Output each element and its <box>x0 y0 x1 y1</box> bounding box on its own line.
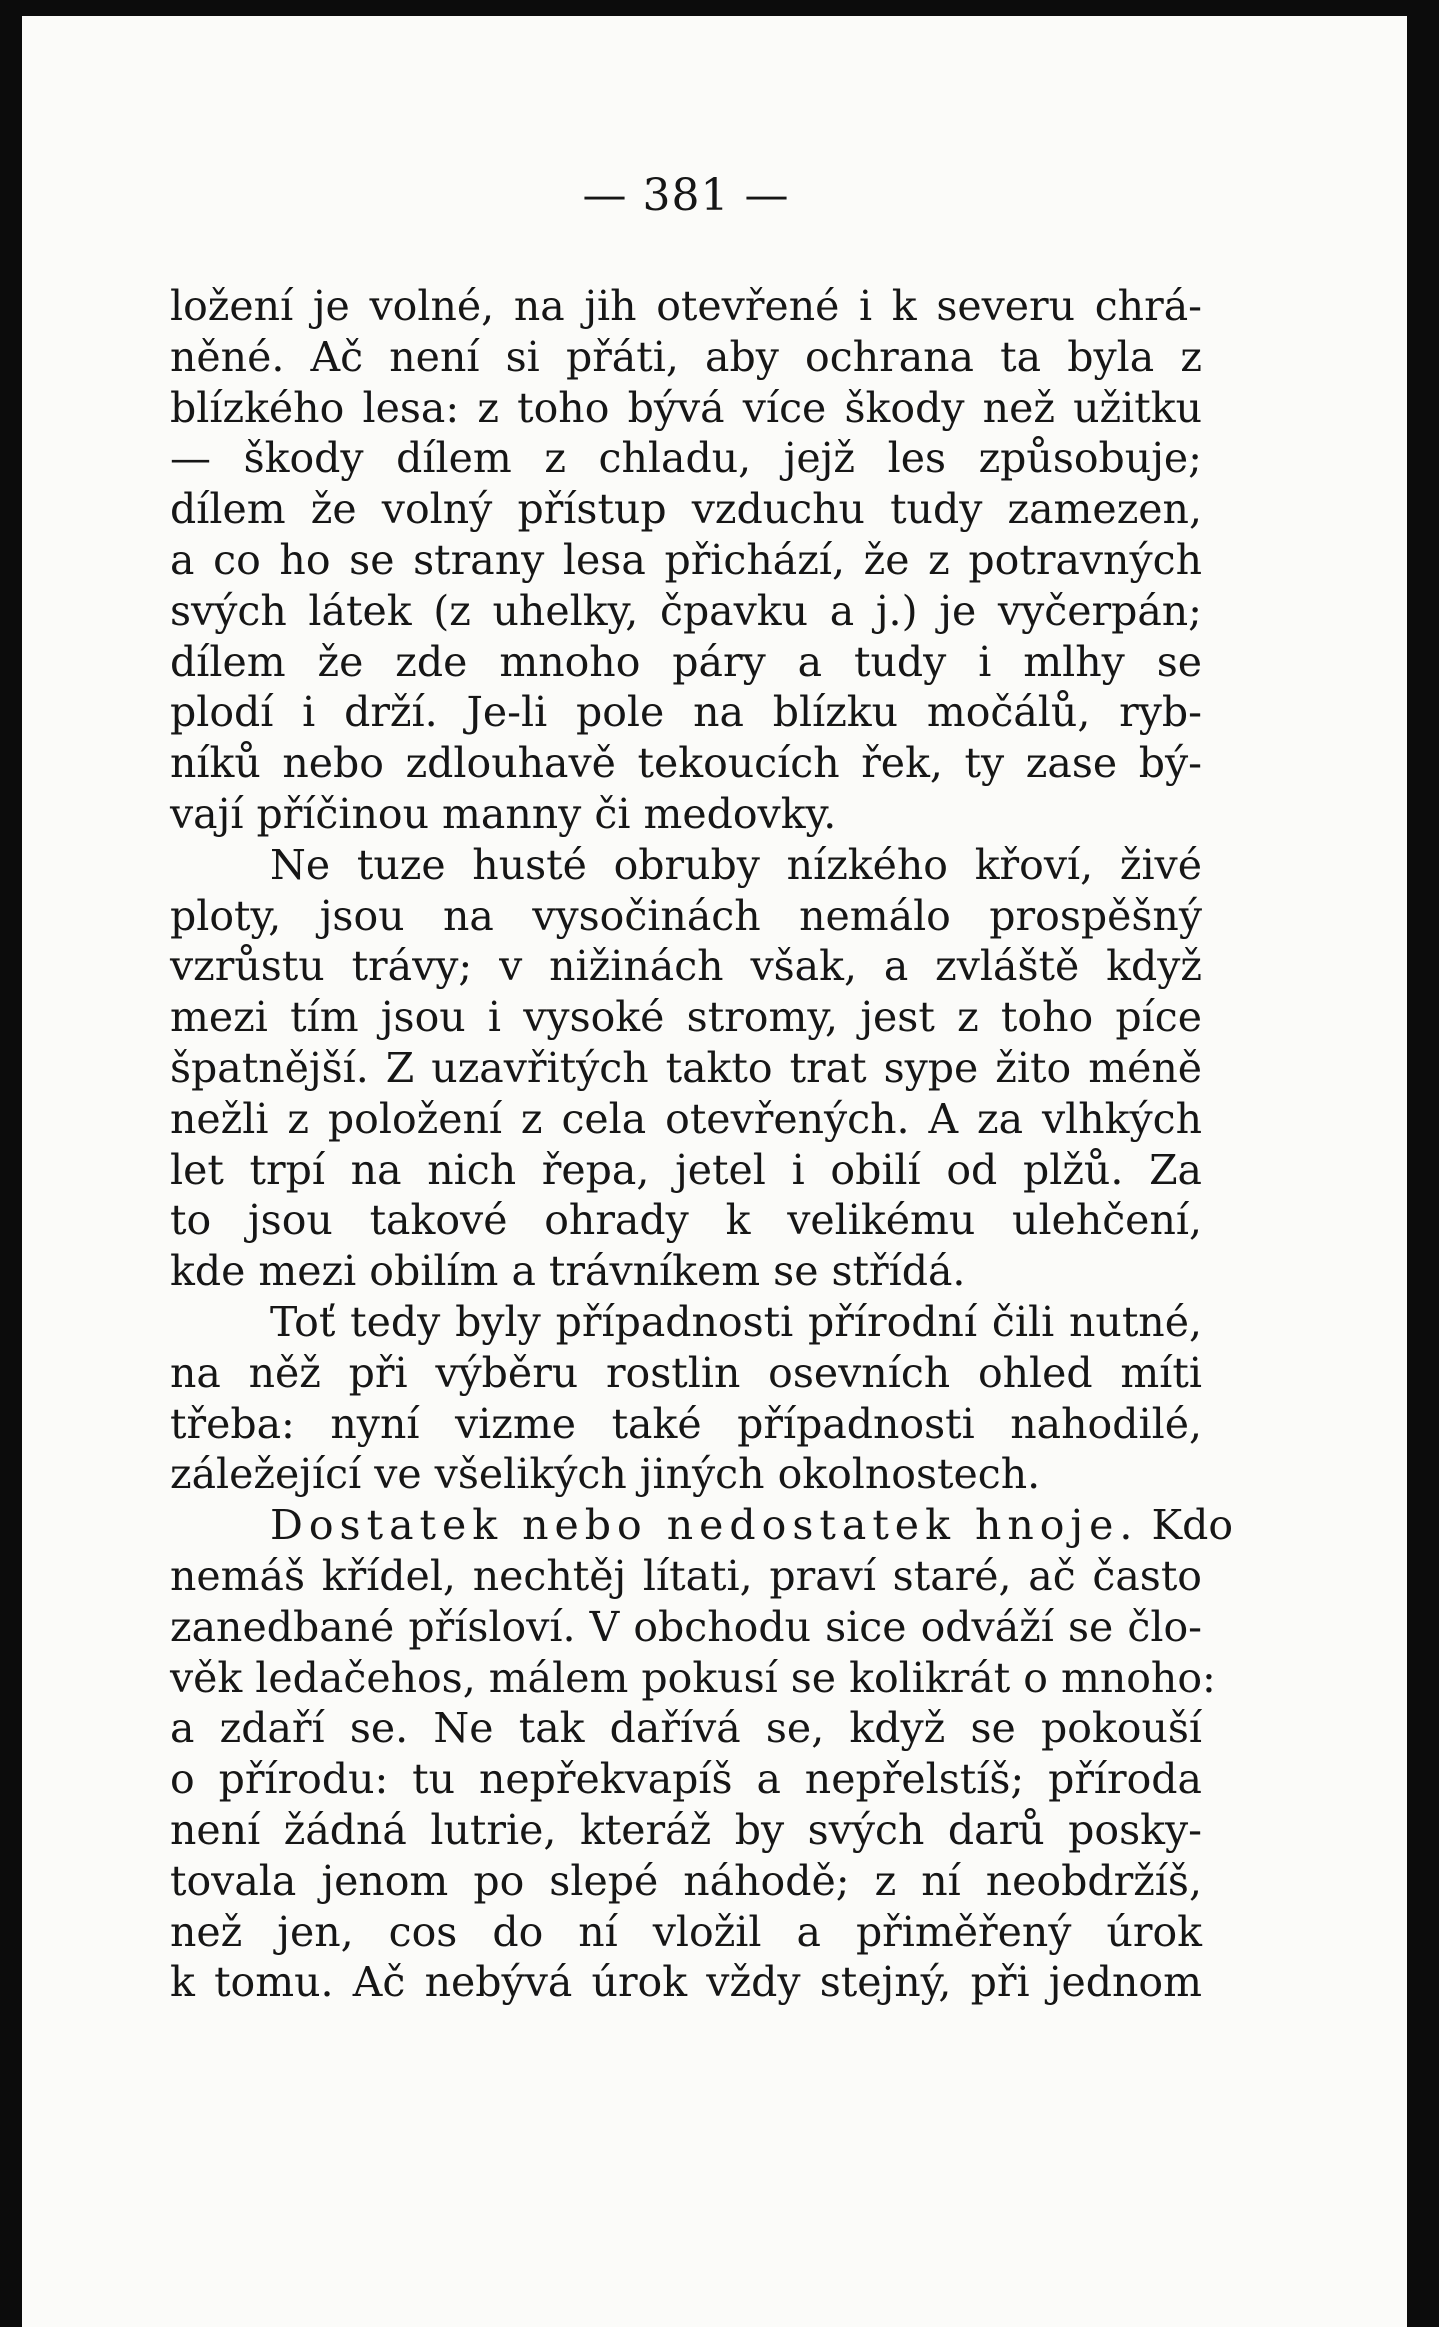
text-line: na něž při výběru rostlin osevních ohled míti <box>170 1348 1202 1397</box>
text-line: o přírodu: tu nepřekvapíš a nepřelstíš; příroda <box>170 1755 1202 1804</box>
text-line: dílem že volný přístup vzduchu tudy zamezen, <box>170 485 1202 534</box>
text-line: nežli z položení z cela otevřených. A za vlhkých <box>170 1094 1202 1143</box>
text-line: vají příčinou manny či medovky. <box>170 789 837 838</box>
text-line: níků nebo zdlouhavě tekoucích řek, ty zase bý- <box>170 739 1202 788</box>
text-line: něné. Ač není si přáti, aby ochrana ta byla z <box>170 332 1202 381</box>
text-line: a co ho se strany lesa přichází, že z potravných <box>170 535 1202 584</box>
paragraph-4 <box>170 1500 1234 2008</box>
scan-border-left <box>0 0 22 2327</box>
page-number: — 381 — <box>582 170 790 221</box>
text-line: svých látek (z uhelky, čpavku a j.) je vyčerpán; <box>170 586 1202 635</box>
text-line: nemáš křídel, nechtěj lítati, praví staré, ač často <box>170 1551 1202 1600</box>
text-fragment: Kdo <box>1151 1501 1234 1550</box>
text-line: špatnější. Z uzavřitých takto trat sype žito méně <box>170 1043 1202 1092</box>
text-line: — škody dílem z chladu, jejž les způsobuje; <box>170 434 1202 483</box>
text-line: plodí i drží. Je-li pole na blízku močálů, ryb- <box>170 688 1202 737</box>
paragraph-1 <box>170 281 1202 840</box>
paragraph-3 <box>170 1297 1202 1500</box>
text-line: záležející ve všelikých jiných okolnostech. <box>170 1450 1041 1499</box>
page-body <box>170 170 1234 2008</box>
text-line: Toť tedy byly případnosti přírodní čili nutné, <box>270 1297 1202 1346</box>
text-line <box>170 1500 1234 1551</box>
text-line: ložení je volné, na jih otevřené i k severu chrá- <box>170 282 1202 330</box>
text-line: než jen, cos do ní vložil a přiměřený úrok <box>170 1907 1202 1956</box>
text-line: kde mezi obilím a trávníkem se střídá. <box>170 1247 966 1296</box>
text-line: to jsou takové ohrady k velikému ulehčení, <box>170 1196 1202 1245</box>
text-line: a zdaří se. Ne tak dařívá se, když se pokouší <box>170 1704 1202 1753</box>
scan-border-top <box>0 0 1439 16</box>
text-line: Ne tuze husté obruby nízkého křoví, živé <box>270 840 1202 889</box>
text-line: k tomu. Ač nebývá úrok vždy stejný, při jednom <box>170 1958 1202 2007</box>
text-line: dílem že zde mnoho páry a tudy i mlhy se <box>170 637 1202 686</box>
text-line: věk ledačehos, málem pokusí se kolikrát o mnoho: <box>170 1653 1216 1702</box>
text-line: let trpí na nich řepa, jetel i obilí od plžů. Za <box>170 1145 1202 1194</box>
text-line: třeba: nyní vizme také případnosti nahodilé, <box>170 1399 1202 1448</box>
text-line: tovala jenom po slepé náhodě; z ní neobdržíš, <box>170 1856 1202 1905</box>
scan-border-right <box>1407 0 1439 2327</box>
text-line: ploty, jsou na vysočinách nemálo prospěšný <box>170 891 1202 940</box>
text-line: mezi tím jsou i vysoké stromy, jest z toho píce <box>170 993 1202 1042</box>
paragraph-2 <box>170 840 1202 1297</box>
text-line: zanedbané přísloví. V obchodu sice odváží se člo- <box>170 1602 1202 1651</box>
text-line: blízkého lesa: z toho bývá více škody než užitku <box>170 383 1202 432</box>
emphasized-heading: Dostatek nebo nedostatek hnoje. <box>270 1501 1139 1550</box>
text-line: není žádná lutrie, kteráž by svých darů posky- <box>170 1805 1202 1854</box>
text-line: vzrůstu trávy; v nižinách však, a zvláště když <box>170 942 1202 991</box>
